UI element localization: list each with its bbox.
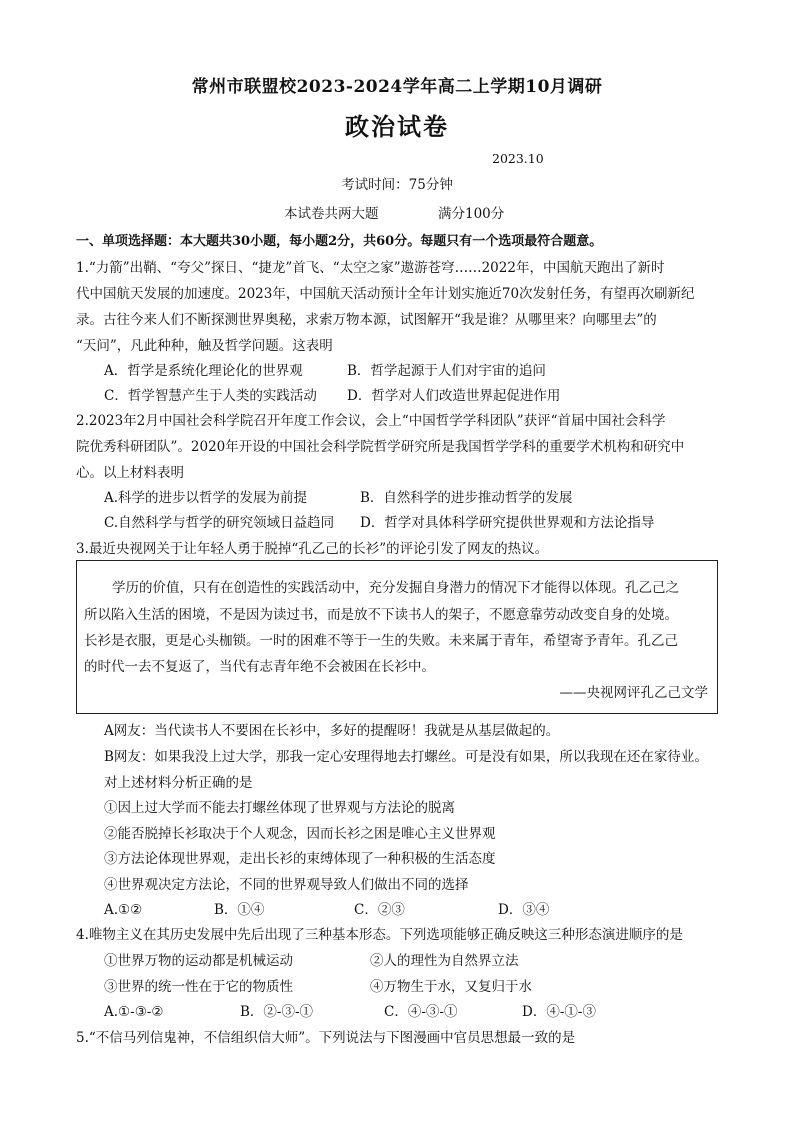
q3-item: ③方法论体现世界观，走出长衫的束缚体现了一种积极的生活态度 bbox=[104, 851, 496, 867]
q3-option-c[interactable]: C．②③ bbox=[354, 902, 405, 918]
q3-material-line: 长衫是衣服，更是心头枷锁。一时的困难不等于一生的失败。未来属于青年，希望寄予青年。孔乙己 bbox=[84, 633, 678, 649]
q5-stem: 5.“不信马列信鬼神，不信组织信大师”。下列说法与下图漫画中官员思想最一致的是 bbox=[76, 1030, 576, 1046]
q2-option-c[interactable]: C.自然科学与哲学的研究领域日益趋同 bbox=[104, 515, 335, 531]
q4-item: ①世界万物的运动都是机械运动 bbox=[104, 953, 293, 969]
q1-line: 1.“力箭”出鞘、“夸父”探日、“捷龙”首飞、“太空之家”遨游苍穹……2022年，中国航天跑出了新时 bbox=[76, 260, 665, 276]
q3-netizen-a: A网友：当代读书人不要困在长衫中，多好的提醒呀！我就是从基层做起的。 bbox=[104, 723, 560, 739]
q4-item: ③世界的统一性在于它的物质性 bbox=[104, 979, 293, 995]
q3-material-line: 学历的价值，只有在创造性的实践活动中，充分发掘自身潜力的情况下才能得以体现。孔乙己之 bbox=[112, 580, 679, 596]
q4-option-a[interactable]: A.①-③-② bbox=[104, 1004, 164, 1020]
q2-option-b[interactable]: B．自然科学的进步推动哲学的发展 bbox=[360, 490, 573, 506]
q2-line: 心。以上材料表明 bbox=[76, 465, 184, 481]
exam-subject: 政治试卷 bbox=[345, 112, 449, 141]
q3-material-line: 的时代一去不复返了，当代有志青年绝不会被困在长衫中。 bbox=[84, 659, 435, 675]
q1-option-d[interactable]: D．哲学对人们改造世界起促进作用 bbox=[347, 388, 561, 404]
q2-line: 院优秀科研团队”。2020年开设的中国社会科学院哲学研究所是我国哲学学科的重要学术机构和研究中 bbox=[76, 439, 685, 455]
q1-option-b[interactable]: B．哲学起源于人们对宇宙的追问 bbox=[347, 363, 546, 379]
exam-date: 2023.10 bbox=[492, 151, 544, 166]
q2-option-d[interactable]: D．哲学对具体科学研究提供世界观和方法论指导 bbox=[360, 515, 655, 531]
q3-item: ④世界观决定方法论，不同的世界观导致人们做出不同的选择 bbox=[104, 877, 469, 893]
q3-item: ②能否脱掉长衫取决于个人观念，因而长衫之困是唯心主义世界观 bbox=[104, 826, 496, 842]
q1-option-a[interactable]: A．哲学是系统化理论化的世界观 bbox=[104, 363, 303, 379]
q3-prompt: 对上述材料分析正确的是 bbox=[104, 775, 253, 791]
q3-netizen-b: B网友：如果我没上过大学，那我一定心安理得地去打螺丝。可是没有如果，所以我现在还在家待业。 bbox=[104, 749, 708, 765]
q1-line: “天问”，凡此种种，触及哲学问题。这表明 bbox=[76, 338, 333, 354]
q4-stem: 4.唯物主义在其历史发展中先后出现了三种基本形态。下列选项能够正确反映这三种形态演进顺序的是 bbox=[76, 927, 683, 943]
q4-option-d[interactable]: D．④-①-③ bbox=[522, 1004, 596, 1020]
q4-item: ②人的理性为自然界立法 bbox=[370, 953, 519, 969]
section-heading: 一、单项选择题：本大题共30小题，每小题2分，共60分。每题只有一个选项最符合题意。 bbox=[76, 234, 603, 249]
exam-parts: 本试卷共两大题 bbox=[284, 206, 379, 222]
q3-material-line: 所以陷入生活的困境，不是因为读过书，而是放不下读书人的架子，不愿意靠劳动改变自身的处境。 bbox=[84, 607, 678, 623]
q2-option-a[interactable]: A.科学的进步以哲学的发展为前提 bbox=[104, 490, 308, 506]
exam-time: 考试时间：75分钟 bbox=[341, 177, 453, 193]
q1-option-c[interactable]: C．哲学智慧产生于人类的实践活动 bbox=[104, 388, 317, 404]
q3-material-source: ——央视网评孔乙己文学 bbox=[559, 685, 708, 701]
q2-line: 2.2023年2月中国社会科学院召开年度工作会议，会上“中国哲学学科团队”获评“首届中国社会科学 bbox=[76, 413, 666, 429]
q1-line: 录。古往今来人们不断探测世界奥秘，求索万物本源，试图解开“我是谁？从哪里来？向哪里去”的 bbox=[76, 312, 657, 328]
q4-option-c[interactable]: C．④-③-① bbox=[384, 1004, 458, 1020]
q3-option-d[interactable]: D．③④ bbox=[498, 902, 550, 918]
q3-option-b[interactable]: B．①④ bbox=[214, 902, 265, 918]
q3-item: ①因上过大学而不能去打螺丝体现了世界观与方法论的脱离 bbox=[104, 800, 455, 816]
q4-option-b[interactable]: B．②-③-① bbox=[240, 1004, 314, 1020]
q4-item: ④万物生于水，又复归于水 bbox=[370, 979, 532, 995]
q3-option-a[interactable]: A.①② bbox=[104, 902, 143, 918]
q3-stem: 3.最近央视网关于让年轻人勇于脱掉“孔乙己的长衫”的评论引发了网友的热议。 bbox=[76, 541, 549, 557]
q1-line: 代中国航天发展的加速度。2023年，中国航天活动预计全年计划实施近70次发射任务，有望再次刷新纪 bbox=[76, 286, 695, 302]
full-score: 满分100分 bbox=[438, 206, 505, 222]
exam-title: 常州市联盟校2023-2024学年高二上学期10月调研 bbox=[191, 77, 603, 97]
